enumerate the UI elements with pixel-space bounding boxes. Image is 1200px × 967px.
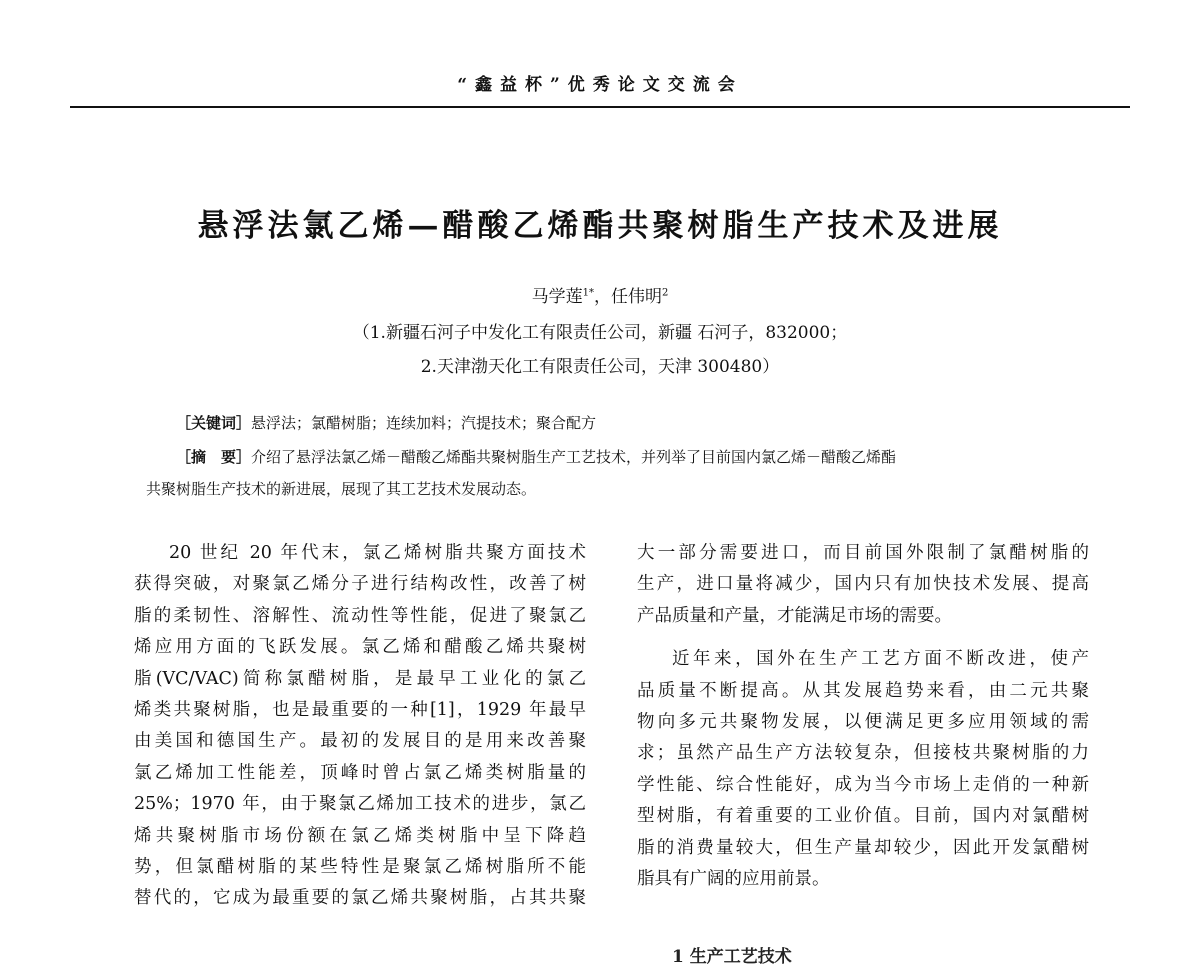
keywords-label: ［关键词］ <box>176 414 252 432</box>
author-2: 任伟明 <box>611 287 662 307</box>
body-column-left <box>134 538 586 915</box>
body-line: 品质量不断提高。从其发展趋势来看，由二元共聚 <box>637 680 1089 701</box>
body-line: 20 世纪 20 年代末，氯乙烯树脂共聚方面技术 <box>169 543 586 563</box>
keywords-text: 悬浮法；氯醋树脂；连续加料；汽提技术；聚合配方 <box>251 414 597 432</box>
body-column-right <box>637 538 1089 895</box>
body-line: 氯乙烯加工性能差，顶峰时曾占氯乙烯类树脂量的 <box>134 762 586 783</box>
body-line: 烯共聚树脂市场份额在氯乙烯类树脂中呈下降趋 <box>134 825 586 846</box>
body-line: 求；虽然产品生产方法较复杂，但接枝共聚树脂的力 <box>637 743 1089 764</box>
abstract-line-1 <box>176 446 896 467</box>
body-line: 大一部分需要进口，而目前国外限制了氯醋树脂的 <box>637 543 1089 563</box>
author-line <box>0 282 1200 307</box>
body-line: 生产，进口量将减少，国内只有加快技术发展、提高 <box>637 574 1089 595</box>
body-line: 由美国和德国生产。最初的发展目的是用来改善聚 <box>134 731 586 752</box>
affiliation-2: 2.天津渤天化工有限责任公司，天津 300480） <box>420 357 780 377</box>
body-line: 脂具有广阔的应用前景。 <box>637 868 830 889</box>
abstract-text-1: 介绍了悬浮法氯乙烯－醋酸乙烯酯共聚树脂生产工艺技术，并列举了目前国内氯乙烯－醋酸乙烯酯 <box>251 448 897 466</box>
author-1: 马学莲 <box>531 287 583 307</box>
affiliation-1: （1.新疆石河子中发化工有限责任公司，新疆 石河子，832000； <box>352 323 848 343</box>
section-heading-cut <box>672 936 892 967</box>
keywords <box>176 412 596 433</box>
body-line: 物向多元共聚物发展，以便满足更多应用领域的需 <box>637 711 1089 732</box>
body-line: 脂(VC/VAC)简称氯醋树脂，是最早工业化的氯乙 <box>134 668 586 689</box>
body-line: 脂的消费量较大，但生产量却较少，因此开发氯醋树 <box>637 837 1089 858</box>
body-line: 替代的，它成为最重要的氯乙烯共聚树脂，占其共聚 <box>134 888 586 909</box>
header-rule <box>70 106 1130 108</box>
body-line: 获得突破，对聚氯乙烯分子进行结构改性，改善了树 <box>134 574 586 595</box>
author-1-mark: 1* <box>582 287 594 299</box>
body-line: 产品质量和产量，才能满足市场的需要。 <box>637 605 952 626</box>
abstract-line-2: 共聚树脂生产技术的新进展，展现了其工艺技术发展动态。 <box>146 480 537 498</box>
paper-title: 悬浮法氯乙烯—醋酸乙烯酯共聚树脂生产技术及进展 <box>197 208 1003 244</box>
body-line: 型树脂，有着重要的工业价值。目前，国内对氯醋树 <box>637 806 1089 827</box>
body-line: 烯类共聚树脂，也是最重要的一种[1]，1929 年最早 <box>134 699 586 720</box>
author-separator: ， <box>594 287 611 307</box>
running-head: “鑫益杯”优秀论文交流会 <box>457 75 743 95</box>
body-line: 25%；1970 年，由于聚氯乙烯加工技术的进步，氯乙 <box>134 794 586 815</box>
author-2-mark: 2 <box>662 287 669 299</box>
body-line: 烯应用方面的飞跃发展。氯乙烯和醋酸乙烯共聚树 <box>134 637 586 658</box>
body-line: 学性能、综合性能好，成为当今市场上走俏的一种新 <box>637 774 1089 795</box>
section-heading-text: 1 生产工艺技术 <box>672 947 792 967</box>
body-line: 近年来，国外在生产工艺方面不断改进，使产 <box>672 649 1089 670</box>
abstract-label: ［摘 要］ <box>176 448 252 466</box>
body-line: 脂的柔韧性、溶解性、流动性等性能，促进了聚氯乙 <box>134 605 586 626</box>
paragraph-gap <box>637 632 1089 644</box>
body-line: 势，但氯醋树脂的某些特性是聚氯乙烯树脂所不能 <box>134 856 586 877</box>
